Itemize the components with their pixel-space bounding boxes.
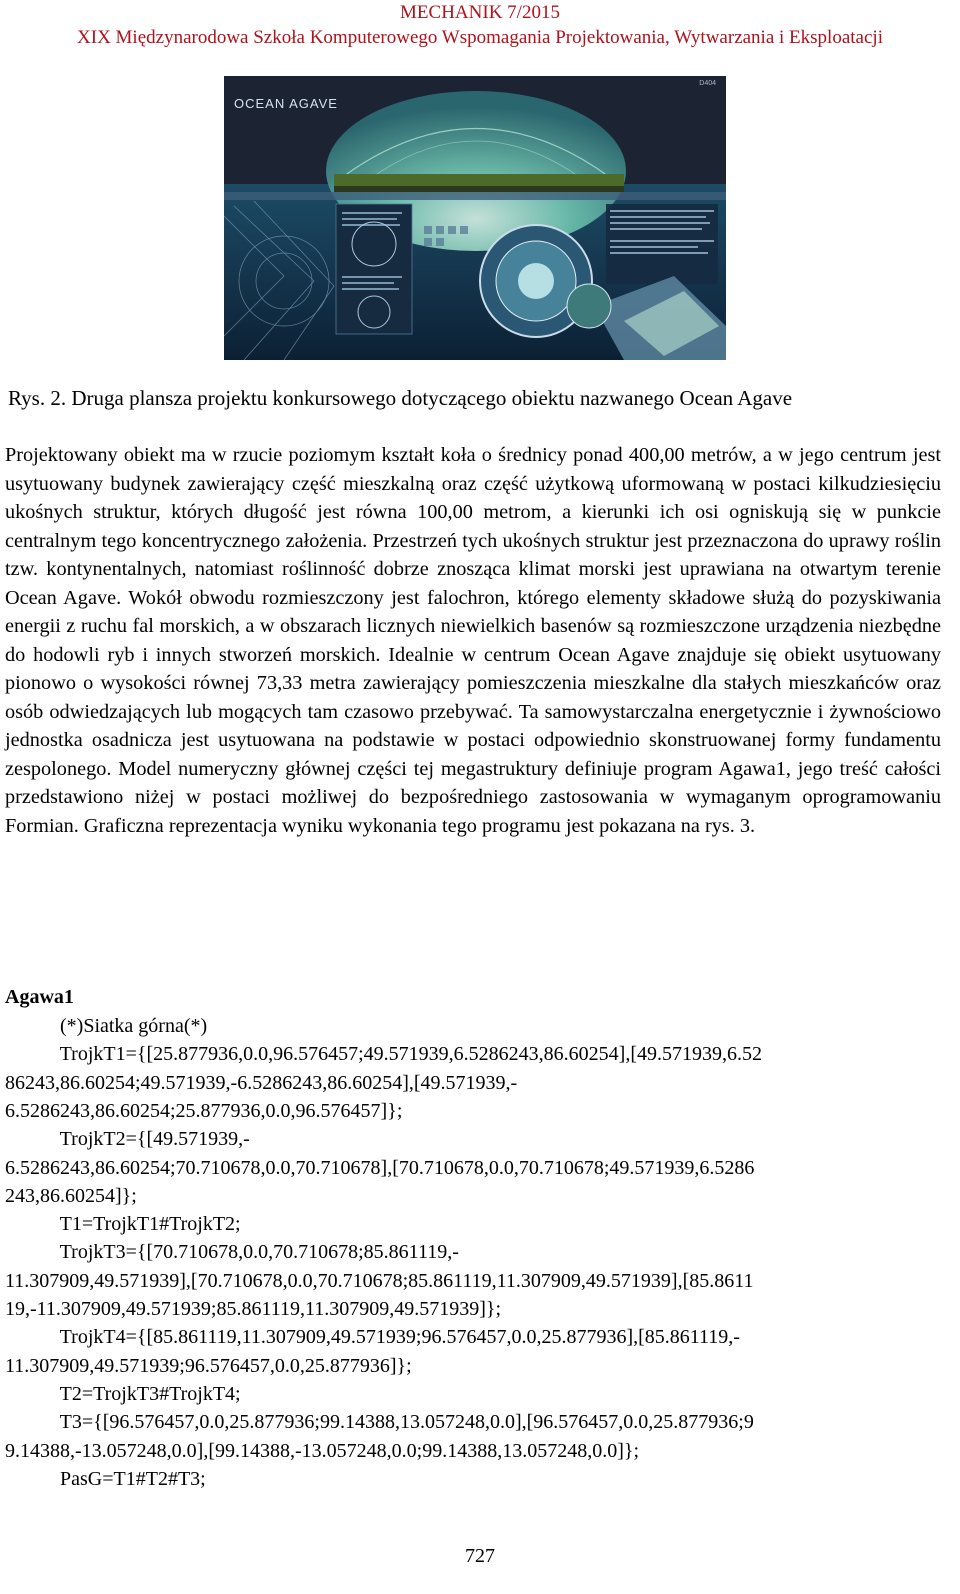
code-line: TrojkT3={[70.710678,0.0,70.710678;85.861119,- <box>5 1241 459 1264</box>
code-line: (*)Siatka górna(*) <box>5 1015 208 1037</box>
code-line: TrojkT4={[85.861119,11.307909,49.571939;96.576457,0.0,25.877936],[85.861119,- <box>5 1326 740 1349</box>
ocean-agave-board-image <box>224 76 726 360</box>
code-line: PasG=T1#T2#T3; <box>5 1467 206 1490</box>
journal-title: MECHANIK 7/2015 <box>400 2 560 23</box>
code-line: T1=TrojkT1#TrojkT2; <box>5 1213 241 1236</box>
code-line: T2=TrojkT3#TrojkT4; <box>5 1382 241 1405</box>
code-line: 243,86.60254]}; <box>5 1184 137 1207</box>
code-line: T3={[96.576457,0.0,25.877936;99.14388,13.057248,0.0],[96.576457,0.0,25.877936;9 <box>5 1411 754 1434</box>
program-title: Agawa1 <box>5 986 74 1008</box>
code-line: TrojkT1={[25.877936,0.0,96.576457;49.571939,6.5286243,86.60254],[49.571939,6.52 <box>5 1043 763 1066</box>
code-line: 86243,86.60254;49.571939,-6.5286243,86.60254],[49.571939,- <box>5 1071 518 1094</box>
code-line: 9.14388,-13.057248,0.0],[99.14388,-13.057248,0.0;99.14388,13.057248,0.0]}; <box>5 1439 640 1462</box>
figure-caption: Rys. 2. Druga plansza projektu konkursowego dotyczącego obiektu nazwanego Ocean Agave <box>8 386 793 410</box>
code-line: 19,-11.307909,49.571939;85.861119,11.307909,49.571939]}; <box>5 1298 502 1320</box>
body-paragraph: Projektowany obiekt ma w rzucie poziomym kształt koła o średnicy ponad 400,00 metrów, a w jego centrum jest usytuowany budynek zawierający część mieszkalną oraz część użytkową uformowaną w postaci kilkudziesięciu ukośnych struktur, których długość jest równa 100,00 metrom, a kierunki ich osi ogniskują się w punkcie centralnym tego koncentrycznego założenia. Przestrzeń tych ukośnych struktur jest przeznaczona do uprawy roślin tzw. kontynentalnych, natomiast roślinność dobrze znosząca klimat morski jest uprawiana na otwartym terenie Ocean Agave. Wokół obwodu rozmieszczony jest falochron, którego elementy składowe służą do pozyskiwania energii z ruchu fal morskich, a w obszarach licznych niewielkich basenów są rozmieszczone urządzenia niezbędne do hodowli ryb i innych stworzeń morskich. Idealnie w centrum Ocean Agave znajduje się obiekt usytuowany pionowo o wysokości równej 73,33 metra zawierający pomieszczenia mieszkalne dla stałych mieszkańców oraz osób odwiedzających lub mogących tam czasowo przebywać. Ta samowystarczalna energetycznie i żywnościowo jednostka osadnicza jest usytuowana na podstawie w postaci odpowiednio skonstruowanej formy fundamentu zespolonego. Model numeryczny głównej części tej megastruktury definiuje program Agawa1, jego treść całości przedstawiono niżej w postaci możliwej do bezpośredniego zastosowania w wymaganym oprogramowaniu Formian. Graficzna reprezentacja wyniku wykonania tego programu jest pokazana na rys. 3. <box>5 444 941 837</box>
board-title: OCEAN AGAVE <box>234 96 338 111</box>
conference-title: XIX Międzynarodowa Szkoła Komputerowego Wspomagania Projektowania, Wytwarzania i Eksploatacji <box>77 27 883 48</box>
board-code: D404 <box>699 80 716 87</box>
code-line: 6.5286243,86.60254;25.877936,0.0,96.576457]}; <box>5 1099 403 1122</box>
page-number: 727 <box>465 1545 495 1567</box>
code-line: 6.5286243,86.60254;70.710678,0.0,70.710678],[70.710678,0.0,70.710678;49.571939,6.5286 <box>5 1156 755 1179</box>
code-line: 11.307909,49.571939],[70.710678,0.0,70.710678;85.861119,11.307909,49.571939],[85.8611 <box>5 1269 754 1292</box>
code-line: 11.307909,49.571939;96.576457,0.0,25.877936]}; <box>5 1354 412 1377</box>
board-illustration <box>224 76 726 360</box>
code-line: TrojkT2={[49.571939,- <box>5 1128 250 1151</box>
